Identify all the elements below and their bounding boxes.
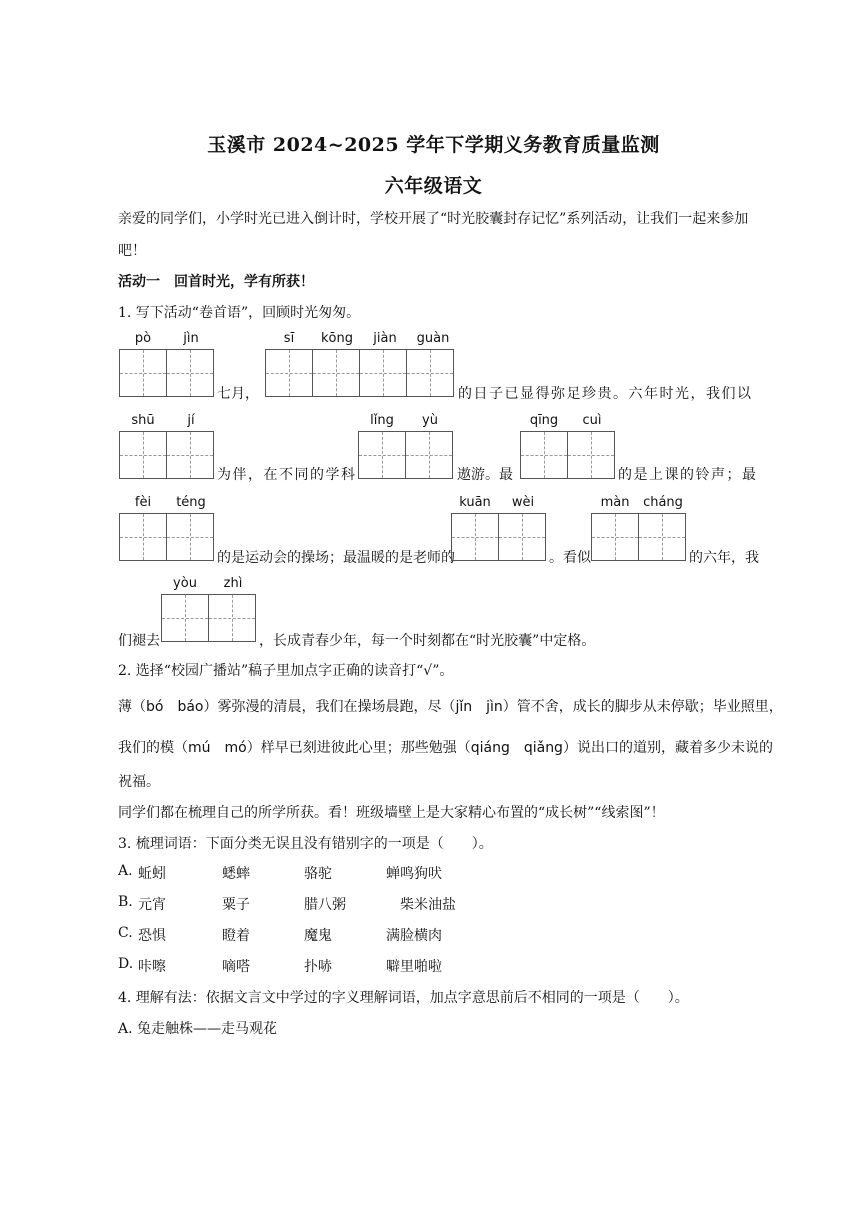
option-label: B. <box>118 894 133 910</box>
option-word: 元宵 <box>138 897 166 913</box>
grid-cell[interactable] <box>119 431 167 479</box>
answer-grid-ling-yu[interactable] <box>358 431 452 479</box>
pinyin-choice-qiang[interactable]: qiáng qiǎng <box>470 740 563 756</box>
q1-text-2: 的日子已显得弥足珍贵。六年时光，我们以 <box>458 386 753 402</box>
q2-text: ）说出口的道别，藏着多少未说的 <box>562 740 773 756</box>
option-word: 咔嚓 <box>138 959 166 975</box>
answer-grid-shu-ji[interactable] <box>119 431 213 479</box>
q1-text-3: 为伴，在不同的学科 <box>217 467 357 483</box>
option-word: 柴米油盐 <box>400 897 456 913</box>
pinyin-shu: shū <box>131 413 155 428</box>
pinyin-si: sī <box>283 331 295 346</box>
q1-text-9: 们褪去 <box>118 633 160 649</box>
pinyin-kong: kōng <box>321 331 353 346</box>
grid-cell[interactable] <box>166 349 214 397</box>
grid-cell[interactable] <box>591 513 639 561</box>
option-label: C. <box>118 925 133 941</box>
pinyin-choice-bo-bao[interactable]: bó báo <box>146 699 204 715</box>
intro-line-1: 亲爱的同学们，小学时光已进入倒计时，学校开展了“时光胶囊封存记忆”系列活动，让我们一起来参加 <box>118 211 749 227</box>
q3-option-a[interactable] <box>118 863 442 882</box>
option-word: 嘀嗒 <box>222 959 250 975</box>
option-word: 粟子 <box>222 897 250 913</box>
grid-cell[interactable] <box>638 513 686 561</box>
q1-text-5: 的是上课的铃声；最 <box>618 467 758 483</box>
grid-cell[interactable] <box>166 431 214 479</box>
pinyin-ji: jí <box>187 413 195 428</box>
q1-text-8: 的六年，我 <box>689 550 759 566</box>
q1-text-4: 遨游。最 <box>457 467 513 483</box>
option-word: 恐惧 <box>138 928 166 944</box>
q3-stem: 3. 梳理词语：下面分类无误且没有错别字的一项是（ ）。 <box>118 836 493 852</box>
q3-option-d[interactable] <box>118 956 442 975</box>
answer-grid-you-zhi[interactable] <box>161 594 255 642</box>
pinyin-guan: guàn <box>416 331 450 346</box>
q2-line-2 <box>118 737 773 757</box>
q3-option-c[interactable] <box>118 925 442 944</box>
grid-cell[interactable] <box>520 431 568 479</box>
pinyin-teng: téng <box>176 495 206 510</box>
activity-1-heading: 活动一 回首时光，学有所获！ <box>118 274 314 290</box>
pinyin-choice-jin[interactable]: jǐn jìn <box>455 699 503 715</box>
q2-line-1 <box>118 696 783 716</box>
grid-cell[interactable] <box>119 349 167 397</box>
option-word: 蝉鸣狗吠 <box>386 866 442 882</box>
page-subtitle: 六年级语文 <box>384 175 483 197</box>
grid-cell[interactable] <box>166 513 214 561</box>
option-word: 噼里啪啦 <box>386 959 442 975</box>
option-label: A. <box>118 863 133 879</box>
option-word: 蟋蟀 <box>222 866 250 882</box>
pinyin-chang: cháng <box>643 495 683 510</box>
pinyin-cui: cuì <box>582 413 602 428</box>
q2-text: ）雾弥漫的清晨，我们在操场晨跑，尽（ <box>203 699 456 715</box>
grid-cell[interactable] <box>451 513 499 561</box>
q1-text-6: 的是运动会的操场；最温暖的是老师的 <box>217 550 455 566</box>
pinyin-po: pò <box>134 331 152 346</box>
answer-grid-fei-teng[interactable] <box>119 513 213 561</box>
q4-stem: 4. 理解有法：依据文言文中学过的字义理解词语，加点字意思前后不相同的一项是（ ）。 <box>118 990 689 1006</box>
page-title: 玉溪市 2024~2025 学年下学期义务教育质量监测 <box>207 134 660 156</box>
option-word: 魔鬼 <box>304 928 332 944</box>
pinyin-ling: lǐng <box>370 413 394 428</box>
q1-text-7: 。看似 <box>549 550 591 566</box>
answer-grid-po-jin[interactable] <box>119 349 213 397</box>
grid-cell[interactable] <box>359 349 407 397</box>
pinyin-yu: yù <box>422 413 438 428</box>
grid-cell[interactable] <box>265 349 313 397</box>
q2-text: 我们的模（ <box>118 740 188 756</box>
q2-text: ）样早已刻进彼此心里；那些勉强（ <box>246 740 471 756</box>
answer-grid-man-chang[interactable] <box>591 513 685 561</box>
grid-cell[interactable] <box>119 513 167 561</box>
q1-stem: 1. 写下活动“卷首语”，回顾时光匆匆。 <box>118 305 361 321</box>
option-word: 扑哧 <box>304 959 332 975</box>
q2-text: 薄（ <box>118 699 146 715</box>
q2-line-4: 同学们都在梳理自己的所学所获。看！班级墙壁上是大家精心布置的“成长树”“线索图”！ <box>118 805 665 821</box>
grid-cell[interactable] <box>208 594 256 642</box>
grid-cell[interactable] <box>406 349 454 397</box>
q1-text-10: ，长成青春少年，每一个时刻都在“时光胶囊”中定格。 <box>259 633 596 649</box>
pinyin-zhi: zhì <box>223 576 243 591</box>
pinyin-jin: jìn <box>183 331 199 346</box>
grid-cell[interactable] <box>312 349 360 397</box>
q2-stem: 2. 选择“校园广播站”稿子里加点字正确的读音打“√”。 <box>118 663 454 679</box>
option-label: D. <box>118 956 134 972</box>
grid-cell[interactable] <box>358 431 406 479</box>
intro-line-2: 吧！ <box>118 243 146 259</box>
option-word: 蚯蚓 <box>138 866 166 882</box>
option-word: 骆驼 <box>304 866 332 882</box>
pinyin-qing: qīng <box>529 413 559 428</box>
answer-grid-kuan-wei[interactable] <box>451 513 545 561</box>
q4-option-a[interactable]: A. 兔走触株——走马观花 <box>118 1021 278 1037</box>
grid-cell[interactable] <box>567 431 615 479</box>
grid-cell[interactable] <box>161 594 209 642</box>
option-word: 腊八粥 <box>304 897 346 913</box>
pinyin-choice-mu-mo[interactable]: mú mó <box>188 740 247 756</box>
q1-text-1: 七月， <box>217 386 259 402</box>
q3-option-b[interactable] <box>118 894 456 913</box>
pinyin-wei: wèi <box>511 495 535 510</box>
pinyin-kuan: kuān <box>459 495 491 510</box>
option-word: 瞪着 <box>222 928 250 944</box>
pinyin-man: màn <box>600 495 630 510</box>
answer-grid-si-kong-jian-guan[interactable] <box>265 349 453 397</box>
pinyin-jian: jiàn <box>373 331 397 346</box>
pinyin-you: yòu <box>173 576 197 591</box>
grid-cell[interactable] <box>405 431 453 479</box>
option-word: 满脸横肉 <box>386 928 442 944</box>
answer-grid-qing-cui[interactable] <box>520 431 614 479</box>
grid-cell[interactable] <box>498 513 546 561</box>
pinyin-fei: fèi <box>134 495 152 510</box>
q2-text: ）管不舍，成长的脚步从未停歇；毕业照里， <box>502 699 783 715</box>
q2-line-3: 祝福。 <box>118 774 160 790</box>
